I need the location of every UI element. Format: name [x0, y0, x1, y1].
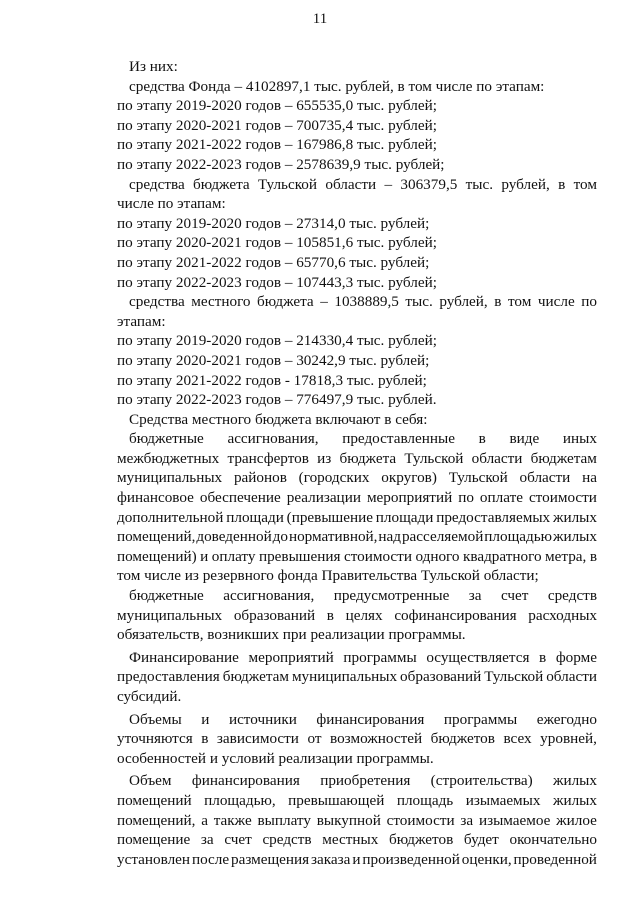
text-line: по этапу 2019-2020 годов – 214330,4 тыс. рублей; — [117, 332, 437, 350]
text-line: по этапу 2022-2023 годов – 107443,3 тыс. рублей; — [117, 273, 437, 291]
page-number: 11 — [312, 11, 328, 27]
text-line: финансовое обеспечение реализации мероприятий по оплате стоимости — [117, 489, 597, 507]
text-line: по этапу 2022-2023 годов – 2578639,9 тыс. рублей; — [117, 155, 445, 173]
text-line: Объем финансирования приобретения (строительства) жилых — [129, 772, 597, 790]
text-line: по этапу 2020-2021 годов – 30242,9 тыс. рублей; — [117, 351, 430, 369]
text-line: дополнительной площади (превышение площади предоставляемых жилых — [117, 508, 597, 526]
text-line: средства Фонда – 4102897,1 тыс. рублей, в том числе по этапам: — [129, 77, 545, 95]
text-line: средства местного бюджета – 1038889,5 тыс. рублей, в том числе по — [129, 293, 597, 311]
text-line: том числе из резервного фонда Правительства Тульской области; — [117, 567, 539, 585]
text-line: муниципальных районов (городских округов) Тульской области на — [117, 469, 597, 487]
text-line: числе по этапам: — [117, 195, 226, 213]
text-line: средства бюджета Тульской области – 306379,5 тыс. рублей, в том — [129, 175, 597, 193]
text-line: Из них: — [129, 58, 178, 75]
text-line: помещений, а также выплату выкупной стоимости за изымаемое жилое — [117, 811, 597, 829]
text-line: помещений) и оплату превышения стоимости одного квадратного метра, в — [117, 547, 597, 565]
text-line: особенностей и условий реализации программы. — [117, 749, 434, 767]
text-line: межбюджетных трансфертов из бюджета Тульской области бюджетам — [117, 449, 597, 467]
text-line: по этапу 2021-2022 годов – 65770,6 тыс. рублей; — [117, 253, 430, 271]
text-line: установлен после размещения заказа и произведенной оценки, проведенной — [117, 850, 597, 868]
text-line: Средства местного бюджета включают в себя: — [129, 410, 428, 428]
text-line: по этапу 2020-2021 годов – 105851,6 тыс. рублей; — [117, 234, 437, 252]
text-line: помещение за счет средств местных бюджетов будет окончательно — [117, 831, 597, 849]
text-line: Объемы и источники финансирования программы ежегодно — [129, 710, 597, 728]
text-line: по этапу 2021-2022 годов - 17818,3 тыс. рублей; — [117, 371, 427, 389]
text-line: по этапу 2019-2020 годов – 655535,0 тыс. рублей; — [117, 97, 437, 115]
text-line: по этапу 2022-2023 годов – 776497,9 тыс. рублей. — [117, 391, 437, 409]
text-line: Финансирование мероприятий программы осуществляется в форме — [129, 648, 597, 666]
text-line: субсидий. — [117, 688, 182, 705]
text-line: бюджетные ассигнования, предусмотренные за счет средств — [129, 587, 597, 605]
text-line: по этапу 2020-2021 годов – 700735,4 тыс. рублей; — [117, 116, 437, 134]
body-text — [117, 57, 597, 869]
text-line: муниципальных образований в целях софинансирования расходных — [117, 606, 597, 624]
text-line: по этапу 2019-2020 годов – 27314,0 тыс. рублей; — [117, 214, 430, 232]
text-line: бюджетные ассигнования, предоставленные в виде иных — [129, 430, 597, 448]
text-line: уточняются в зависимости от возможностей бюджетов всех уровней, — [117, 730, 597, 748]
text-line: обязательств, возникших при реализации программы. — [117, 626, 466, 644]
text-line: этапам: — [117, 312, 166, 330]
text-line: помещений площадью, превышающей площадь изымаемых жилых — [117, 791, 597, 809]
text-line: предоставления бюджетам муниципальных образований Тульской области — [117, 668, 597, 686]
text-line: по этапу 2021-2022 годов – 167986,8 тыс. рублей; — [117, 136, 437, 154]
text-line: помещений, доведенной до нормативной, над расселяемой площадью жилых — [117, 528, 597, 546]
